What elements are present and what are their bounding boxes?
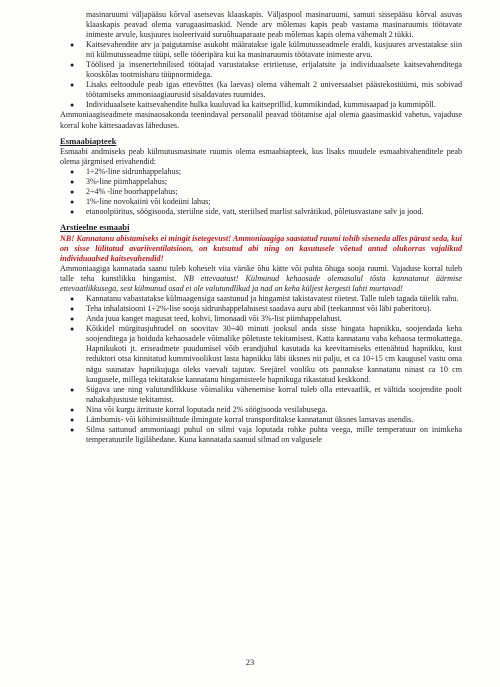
continuation-text: masinaruumi väljapääsu kõrval asetsevas klaaskapis. Väljaspool masinaruumi, samuti sissepääsu kõrval asuvas klaaskapis peavad olema varugaasimaskid. Nende arv mõlemas kapis peab vastama masinaruumis töötavate inimeste arvule, kusjuures isoleerivaid suruõhuaparaate peab mõlemas kapis olema vähemalt 2 tükki.: [86, 10, 462, 40]
section-heading-first-aid-kit: Esmaabiapteek: [60, 135, 117, 146]
list-item: ● Kannatanu vabastatakse külmaagensiga saastunud ja hingamist takistavatest riietest. Talle tuleb tagada täielik rahu.: [70, 294, 459, 304]
bullet-icon: ●: [70, 295, 75, 304]
list-item: ● 2÷4% -line boorhappelahus;: [70, 187, 178, 197]
list-item: ● Individuaalsete kaitsevahendite hulka kuuluvad ka kaitseprillid, kummikindad, kummisaapad ja kummipõll.: [70, 100, 436, 110]
list-item: ● 1÷2%-line sidrunhappelahus;: [70, 167, 182, 177]
list-item: ● Anda juua kanget magusat teed, kohvi, limonaadi või 3%-list piimhappelahust.: [70, 314, 342, 324]
warning-text: NB! Kannatanu abistamiseks ei mingit isetegevust! Ammoniaagiga saastatud ruumi tohib siseneda alles pärast seda, kui on sisse lülitatud avariiventilatsioon, on kutsutud abi ning on kasutusele võetud antud olukorras vajalikud individuaalsed kaitsevahendid!: [60, 233, 462, 263]
list-item: ● 3%-line piimhappelahus;: [70, 177, 168, 187]
bullet-icon: ●: [70, 188, 75, 197]
bullet-icon: ●: [70, 305, 75, 314]
bullet-icon: ●: [70, 315, 75, 324]
bullet-icon: ●: [70, 168, 75, 177]
bullet-icon: ●: [70, 415, 75, 424]
protective-equipment-list: [60, 40, 462, 110]
bullet-icon: ●: [70, 385, 75, 394]
list-item: ● Lämbumis- või köhimisnähtude ilmingute korral transporditakse kannatanut üksnes lamavas asendis.: [70, 414, 414, 424]
bullet-icon: ●: [70, 208, 75, 217]
list-item: ● etanoolpiiritus, söögisooda, steriilne side, vatt, steriilsed marlist salvrätikud, põletusvastane salv ja jood.: [70, 207, 424, 217]
bullet-icon: ●: [70, 405, 75, 414]
bullet-icon: ●: [70, 41, 75, 50]
list-item: ● Sügava une ning valutundlikkuse võimaliku vähenemise korral tuleb olla ettevaatlik, et vältida soojendite poolt nahakahjustuste tekitamist.: [70, 384, 462, 404]
bullet-icon: ●: [70, 81, 75, 90]
list-item: ● Kaitsevahendite arv ja paigutamise asukoht määratakse igale külmutusseadmele eraldi, kusjuures arvestatakse siin nii külmutusseadme tüüpi, selle tööeripära kui ka masinaruumis töötavate inimeste arvu.: [70, 40, 462, 60]
list-item: ● Teha inhalatsiooni 1÷2%-lise sooja sidrunhappelahusest saadava auru abil (teekannust või läbi paberitoru).: [70, 304, 432, 314]
list-item: ● Töölised ja insenertehnilised töötajad varustatakse eririietuse, erijalatsite ja individuaalsete kaitsevahenditega kooskõlas tootmisharu tüüpnormidega.: [70, 60, 462, 80]
closing-paragraph: Ammoniaagiseadmete masinaosakonda teenindaval personalil peavad töötamise ajal olema gaasimaskid vahetus, vajaduse korral kohe kättesaadavas läheduses.: [60, 110, 462, 130]
bullet-icon: ●: [70, 325, 75, 334]
bullet-icon: ●: [70, 425, 75, 434]
bullet-icon: ●: [70, 178, 75, 187]
page-content: [60, 10, 462, 445]
bullet-icon: ●: [70, 198, 75, 207]
first-aid-kit-list: [60, 167, 462, 217]
section-heading-first-aid: Arstieelne esmaabi: [60, 222, 130, 233]
list-item: ● Kõikidel mürgitusjuhtudel on soovitav 30÷40 minuti jooksul anda sisse hingata hapnikku, soojendada keha soojenditega ja hoiduda kehaosadele võimalike põletuste tekitamisest. Katta kannatanu vaba kehaosa termokattega. Hapnikukoti jt. eriseadmete puudumisel võib erandjuhul kasutada ka keevitamiseks ettenähtud hapnikku, kust reduktori otsa kinnitatud kummivoolikust lasta hapnikku läbi üksnes nii palju, et ca 10÷15 cm kaugusel vastu oma nägu suunatav hapnikujuga oleks vaevalt tajutav. Seejärel vooliku ots pannakse kannatanu ninast ca 10 cm kaugusele, millega tekitatakse kannatanu hingamisteele hapnikuga rikastatud keskkond.: [70, 324, 462, 384]
page-number: 23: [245, 657, 255, 667]
bullet-icon: ●: [70, 61, 75, 70]
bullet-icon: ●: [70, 101, 75, 110]
list-item: ● 1%-line novokaiini või kodeiini lahus;: [70, 197, 211, 207]
first-aid-steps-list: [60, 294, 462, 445]
list-item: ● Nina või kurgu ärrituste korral loputada neid 2% söögisooda vesilahusega.: [70, 404, 328, 414]
list-item: ● Silma sattunud ammoniaagi puhul on silmi vaja loputada rohke puhta veega, mille temperatuur on inimkeha temperatuurile ligilähedane. Kuna kannatada saanud silmad on valguselе: [70, 424, 462, 444]
list-item: ● Lisaks eeltoodule peab igas ettevõttes (ka laevas) olema vähemalt 2 universaalset päästekostüümi, mis sobivad töötamiseks ammoniaagiaurusid sisaldavates ruumides.: [70, 80, 462, 100]
first-aid-kit-intro: Esmaabi andmiseks peab külmutusmasinate ruumis olema esmaabiapteek, kus lisaks muudele esmaabivahenditele peab olema järgmised erivahendid:: [60, 147, 462, 167]
first-aid-paragraph: Ammoniaagiga kannatada saanu tuleb koheselt viia värske õhu kätte või puhta õhuga sooja ruumi. Vajaduse korral tuleb talle teha kunstlikku hingamist. NB ettevaatust! Külmunud kehaosade olemasolul tõsta kannatanut äärmise ettevaatlikkusega, sest külmunud osad ei ole valutundlikud ja nad on keha küljest kergesti lahti murtavad!: [60, 264, 463, 294]
